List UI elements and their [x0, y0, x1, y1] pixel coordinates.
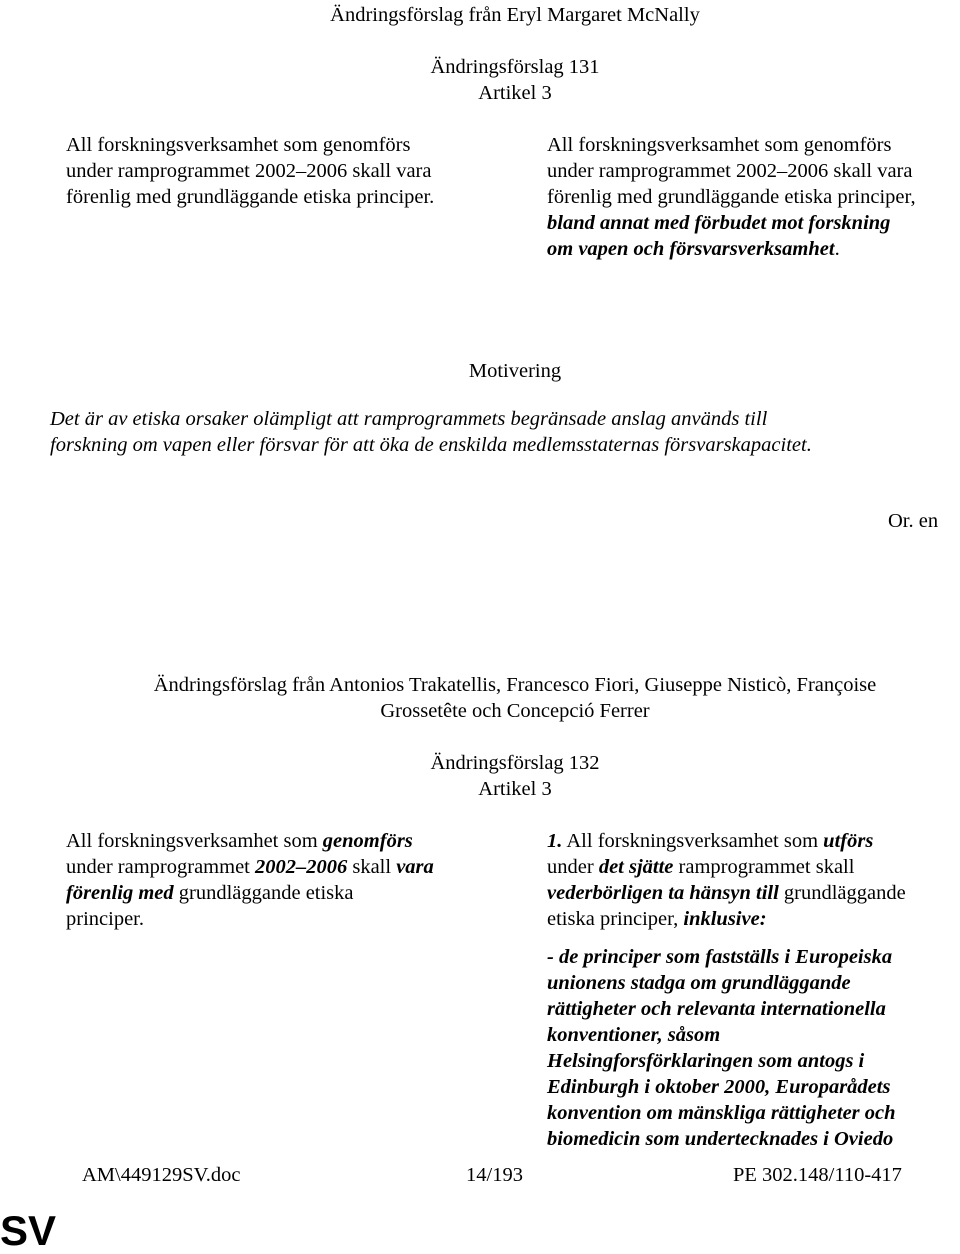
footer-page-number: 14/193: [466, 1164, 523, 1186]
amendment-132-amended-text: [547, 828, 957, 932]
footer-doc-name: AM\449129SV.doc: [82, 1164, 241, 1186]
sentence-end: .: [834, 238, 840, 260]
changed-text: utförs: [823, 830, 874, 852]
text-line: - de principer som fastställs i Europeiska: [547, 946, 893, 968]
text-segment: All forskningsverksamhet som: [66, 830, 323, 852]
changed-text: vara: [396, 856, 434, 878]
amendment-131-number: Ändringsförslag 131: [430, 56, 600, 78]
motivering-text: [50, 406, 950, 458]
amendment-132-author-line2: Grossetête och Concepció Ferrer: [380, 700, 650, 722]
text-line: Det är av etiska orsaker olämpligt att ramprogrammets begränsade anslag används till: [50, 408, 768, 430]
text-line: All forskningsverksamhet som genomförs: [66, 134, 411, 156]
changed-text: inklusive:: [683, 908, 767, 930]
added-text-line: bland annat med förbudet mot forskning: [547, 212, 891, 234]
original-language: Or. en: [888, 510, 939, 532]
text-segment: ramprogrammet skall: [673, 856, 855, 878]
text-line: rättigheter och relevanta internationella: [547, 998, 886, 1020]
text-line: konventioner, såsom: [547, 1024, 721, 1046]
footer-language-code: SV: [0, 1207, 57, 1254]
text-line: konvention om mänskliga rättigheter och: [547, 1102, 896, 1124]
changed-text: genomförs: [322, 830, 413, 852]
added-text-line: om vapen och försvarsverksamhet: [547, 238, 835, 260]
amendment-131-author: Ändringsförslag från Eryl Margaret McNally: [330, 4, 700, 26]
text-line: unionens stadga om grundläggande: [547, 972, 851, 994]
footer-reference: PE 302.148/110-417: [733, 1164, 902, 1186]
text-line: principer.: [66, 908, 144, 930]
text-segment: skall: [347, 856, 397, 878]
text-line: Edinburgh i oktober 2000, Europarådets: [547, 1076, 891, 1098]
text-line: All forskningsverksamhet som genomförs: [547, 134, 892, 156]
text-line: biomedicin som undertecknades i Oviedo: [547, 1128, 894, 1150]
amendment-132-article: Artikel 3: [478, 778, 552, 800]
amendment-131-original-text: [66, 132, 506, 210]
amendment-132-author-line1: Ändringsförslag från Antonios Trakatellis, Francesco Fiori, Giuseppe Nisticò, Françoise: [153, 674, 877, 696]
amendment-131-amended-text: [547, 132, 957, 262]
text-segment: etiska principer,: [547, 908, 684, 930]
changed-text: det sjätte: [598, 856, 674, 878]
text-segment: under: [547, 856, 599, 878]
changed-text: vederbörligen ta hänsyn till: [547, 882, 779, 904]
text-line: förenlig med grundläggande etiska principer,: [547, 186, 916, 208]
text-line: under ramprogrammet 2002–2006 skall vara: [66, 160, 432, 182]
changed-text: förenlig med: [66, 882, 174, 904]
text-line: Helsingforsförklaringen som antogs i: [547, 1050, 865, 1072]
amendment-131-article: Artikel 3: [478, 82, 552, 104]
text-segment: All forskningsverksamhet som: [562, 830, 824, 852]
text-segment: under ramprogrammet: [66, 856, 255, 878]
text-line: förenlig med grundläggande etiska principer.: [66, 186, 435, 208]
changed-text: 1.: [547, 830, 563, 852]
text-segment: grundläggande: [778, 882, 906, 904]
amendment-132-number: Ändringsförslag 132: [430, 752, 600, 774]
motivering-heading: Motivering: [468, 360, 562, 382]
amendment-132-bullet: [547, 944, 957, 1152]
amendment-132-original-text: [66, 828, 506, 932]
text-segment: grundläggande etiska: [173, 882, 354, 904]
text-line: forskning om vapen eller försvar för att öka de enskilda medlemsstaternas försvarskapacitet.: [50, 434, 812, 456]
changed-text: 2002–2006: [254, 856, 348, 878]
text-line: under ramprogrammet 2002–2006 skall vara: [547, 160, 913, 182]
